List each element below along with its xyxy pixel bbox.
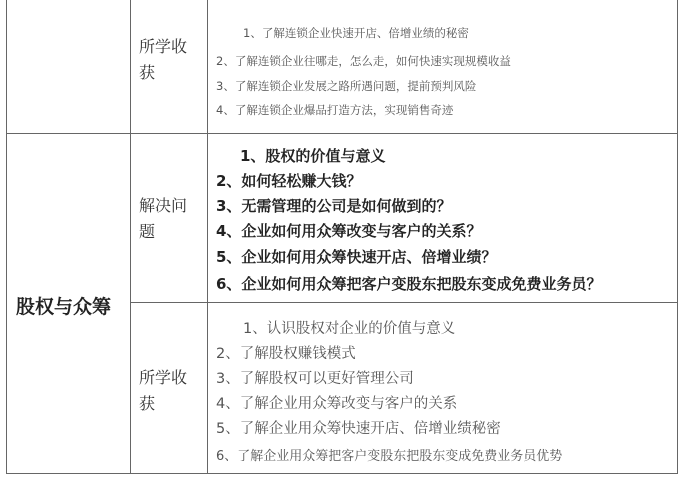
gain-item-5: 5、了解企业用众筹快速开店、倍增业绩秘密	[216, 421, 501, 437]
problem-item-6: 6、企业如何用众筹把客户变股东把股东变成免费业务员？	[216, 275, 602, 293]
top-gains-item-1: 1、了解连锁企业快速开店、倍增业绩的秘密	[243, 26, 469, 40]
table-bottom-border	[6, 473, 678, 474]
problem-item-1: 1、股权的价值与意义	[240, 147, 386, 165]
problem-item-2: 2、如何轻松赚大钱？	[216, 172, 362, 190]
table-left-border	[6, 0, 7, 474]
top-gains-label: 所学收获	[139, 37, 188, 82]
problem-item-4: 4、企业如何用众筹改变与客户的关系？	[216, 222, 482, 240]
gains-label: 所学收获	[139, 368, 188, 413]
top-gains-item-4: 4、了解连锁企业爆品打造方法，实现销售奇迹	[216, 103, 454, 117]
gain-item-3: 3、了解股权可以更好管理公司	[216, 371, 414, 387]
top-gains-item-3: 3、了解连锁企业发展之路所遇问题，提前预判风险	[216, 79, 477, 93]
row-divider-top-block	[6, 133, 678, 134]
problem-item-3: 3、无需管理的公司是如何做到的？	[216, 197, 452, 215]
problems-label: 解决问题	[139, 196, 188, 241]
gain-item-1: 1、认识股权对企业的价值与意义	[243, 321, 456, 337]
gain-item-6: 6、了解企业用众筹把客户变股东把股东变成免费业务员优势	[216, 449, 563, 464]
column-divider-2	[207, 0, 208, 474]
table-right-border	[677, 0, 678, 474]
top-gains-item-2: 2、了解连锁企业往哪走，怎么走，如何快速实现规模收益	[216, 54, 511, 68]
gain-item-2: 2、了解股权赚钱模式	[216, 346, 356, 362]
gain-item-4: 4、了解企业用众筹改变与客户的关系	[216, 396, 458, 412]
section-title: 股权与众筹	[16, 296, 112, 318]
problem-item-5: 5、企业如何用众筹快速开店、倍增业绩？	[216, 248, 497, 266]
column-divider-1	[130, 0, 131, 474]
row-divider-problems	[130, 302, 678, 303]
